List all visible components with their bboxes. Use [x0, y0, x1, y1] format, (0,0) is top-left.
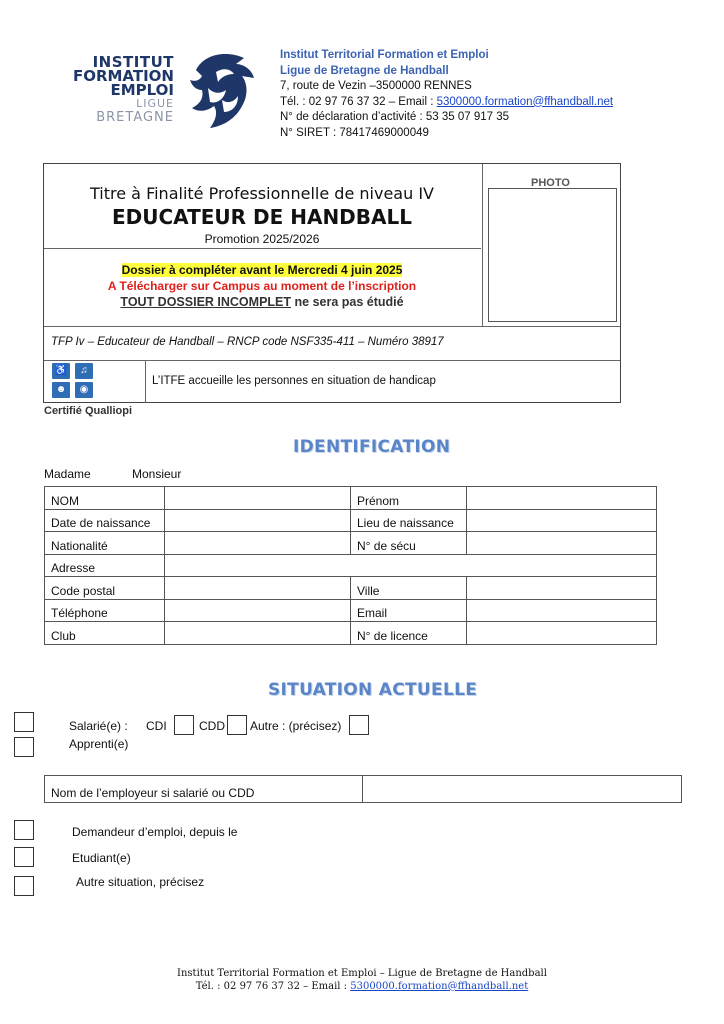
- input-ville[interactable]: [467, 577, 657, 600]
- logo-line-emploi: EMPLOI: [110, 81, 174, 99]
- table-row: [45, 554, 657, 577]
- label-nationalite: Nationalité: [45, 532, 165, 555]
- identification-title: IDENTIFICATION: [293, 437, 451, 457]
- icons-divider: [145, 360, 146, 403]
- hearing-icon: ♫: [75, 363, 93, 379]
- accessibility-icons: [50, 362, 96, 400]
- org-declaration: N° de déclaration d’activité : 53 35 07 917 35: [280, 111, 510, 123]
- label-secu: N° de sécu: [351, 532, 467, 555]
- incomplete-notice: [43, 295, 481, 309]
- tfp-divider-bottom: [44, 360, 620, 361]
- demandeur-label: Demandeur d’emploi, depuis le: [72, 825, 238, 839]
- label-adresse: Adresse: [45, 554, 165, 577]
- cdi-label: CDI: [146, 719, 167, 733]
- table-row: [45, 776, 682, 803]
- input-licence[interactable]: [467, 622, 657, 645]
- demandeur-checkbox[interactable]: [14, 820, 34, 840]
- footer-contact: [0, 981, 724, 992]
- handicap-notice: L’ITFE accueille les personnes en situation de handicap: [152, 375, 436, 387]
- logo-line-ligue: LIGUE: [136, 97, 174, 110]
- qualiopi-label: Certifié Qualliopi: [44, 405, 133, 417]
- mental-disability-icon: ☻: [52, 382, 70, 398]
- input-club[interactable]: [165, 622, 351, 645]
- cdd-checkbox[interactable]: [227, 715, 247, 735]
- input-secu[interactable]: [467, 532, 657, 555]
- employer-label: Nom de l’employeur si salarié ou CDD: [45, 776, 363, 803]
- identification-table: [44, 486, 657, 645]
- deadline-text: Dossier à compléter avant le Mercredi 4 juin 2025: [121, 263, 403, 277]
- label-date-naissance: Date de naissance: [45, 509, 165, 532]
- table-row: [45, 622, 657, 645]
- logo-line-bretagne: BRETAGNE: [96, 110, 174, 125]
- incomplete-rest: ne sera pas étudié: [291, 295, 404, 309]
- table-row: [45, 532, 657, 555]
- org-siret: N° SIRET : 78417469000049: [280, 126, 429, 139]
- org-name: Institut Territorial Formation et Emploi: [280, 49, 489, 61]
- cdd-label: CDD: [199, 719, 225, 733]
- rooster-icon: [186, 50, 256, 130]
- title-divider: [44, 248, 481, 249]
- input-email[interactable]: [467, 599, 657, 622]
- salarie-checkbox[interactable]: [14, 712, 34, 732]
- autre-situation-label: Autre situation, précisez: [76, 875, 205, 889]
- label-club: Club: [45, 622, 165, 645]
- etudiant-checkbox[interactable]: [14, 847, 34, 867]
- situation-title: SITUATION ACTUELLE: [268, 680, 478, 700]
- tfp-rncp-line: TFP Iv – Educateur de Handball – RNCP code NSF335-411 – Numéro 38917: [51, 336, 444, 348]
- title-level: Titre à Finalité Professionnelle de niveau IV: [90, 184, 434, 203]
- label-telephone: Téléphone: [45, 599, 165, 622]
- madame-option[interactable]: Madame: [44, 467, 91, 481]
- org-contact: [280, 95, 613, 111]
- etudiant-label: Etudiant(e): [72, 851, 131, 865]
- label-licence: N° de licence: [351, 622, 467, 645]
- monsieur-option[interactable]: Monsieur: [132, 467, 182, 481]
- employer-table: [44, 775, 682, 803]
- logo-line-institut: INSTITUT: [92, 53, 174, 71]
- wheelchair-icon: ♿: [52, 363, 70, 379]
- label-lieu-naissance: Lieu de naissance: [351, 509, 467, 532]
- incomplete-emphasis: TOUT DOSSIER INCOMPLET: [120, 295, 292, 309]
- page-title: EDUCATEUR DE HANDBALL: [111, 205, 412, 229]
- table-row: [45, 509, 657, 532]
- photo-frame[interactable]: [488, 188, 617, 322]
- org-tel: Tél. : 02 97 76 37 32 – Email :: [280, 95, 437, 108]
- org-email-link[interactable]: 5300000.formation@ffhandball.net: [436, 95, 614, 108]
- label-nom: NOM: [45, 487, 165, 510]
- input-telephone[interactable]: [165, 599, 351, 622]
- org-address: 7, route de Vezin –3500000 RENNES: [280, 80, 472, 92]
- promotion: Promotion 2025/2026: [204, 232, 320, 246]
- input-nationalite[interactable]: [165, 532, 351, 555]
- autre-situation-checkbox[interactable]: [14, 876, 34, 896]
- visual-icon: ◉: [75, 382, 93, 398]
- photo-label: PHOTO: [531, 177, 570, 189]
- download-notice: A Télécharger sur Campus au moment de l’inscription: [107, 279, 417, 293]
- photo-divider: [482, 164, 483, 326]
- label-ville: Ville: [351, 577, 467, 600]
- autre-checkbox[interactable]: [349, 715, 369, 735]
- org-ligue: Ligue de Bretagne de Handball: [280, 64, 449, 77]
- salarie-label: Salarié(e) :: [69, 719, 128, 733]
- input-adresse[interactable]: [165, 554, 657, 577]
- tfp-divider-top: [44, 326, 620, 327]
- label-email: Email: [351, 599, 467, 622]
- input-code-postal[interactable]: [165, 577, 351, 600]
- logo-line-formation: FORMATION: [72, 67, 174, 85]
- label-prenom: Prénom: [351, 487, 467, 510]
- table-row: [45, 577, 657, 600]
- label-code-postal: Code postal: [45, 577, 165, 600]
- table-row: [45, 599, 657, 622]
- logo: [44, 55, 174, 125]
- input-date-naissance[interactable]: [165, 509, 351, 532]
- input-nom[interactable]: [165, 487, 351, 510]
- org-info: [280, 48, 613, 141]
- apprenti-checkbox[interactable]: [14, 737, 34, 757]
- footer-email-link[interactable]: 5300000.formation@ffhandball.net: [350, 981, 529, 992]
- employer-input[interactable]: [363, 776, 682, 803]
- footer-org: Institut Territorial Formation et Emploi – Ligue de Bretagne de Handball: [177, 968, 547, 979]
- input-lieu-naissance[interactable]: [467, 509, 657, 532]
- apprenti-label: Apprenti(e): [69, 737, 129, 751]
- autre-label: Autre : (précisez): [250, 719, 342, 733]
- cdi-checkbox[interactable]: [174, 715, 194, 735]
- table-row: [45, 487, 657, 510]
- deadline-notice: [43, 263, 481, 277]
- input-prenom[interactable]: [467, 487, 657, 510]
- footer-tel: Tél. : 02 97 76 37 32 – Email :: [195, 981, 351, 992]
